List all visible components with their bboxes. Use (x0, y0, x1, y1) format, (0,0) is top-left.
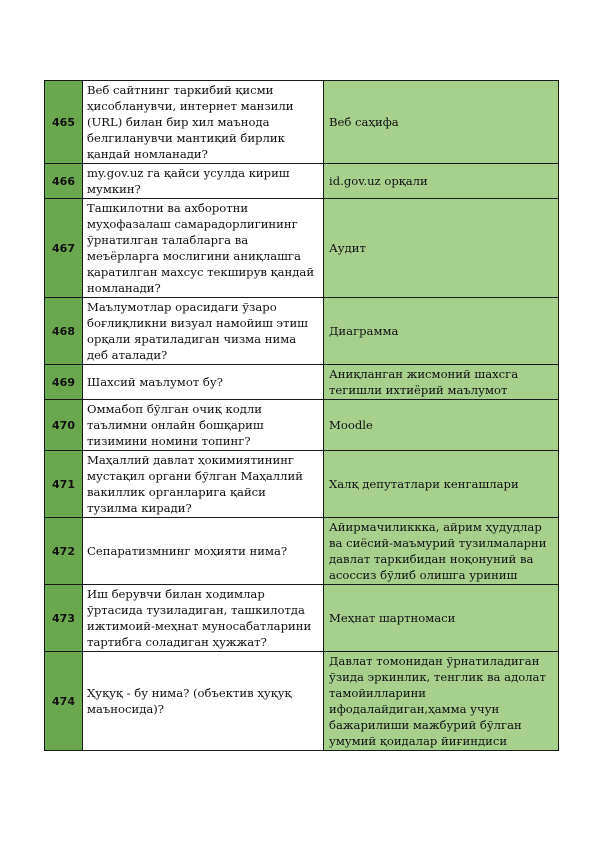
answer-cell: Аудит (324, 199, 559, 298)
row-number: 468 (45, 298, 83, 365)
question-cell: Сепаратизмнинг моҳияти нима? (83, 518, 324, 585)
answer-cell: Халқ депутатлари кенгашлари (324, 451, 559, 518)
row-number: 465 (45, 81, 83, 164)
question-cell: Иш берувчи билан ходимлар ўртасида тузиладиган, ташкилотда ижтимоий-меҳнат муносабатларини тартибга соладиган ҳужжат? (83, 585, 324, 652)
answer-cell: Айирмачиликкка, айрим ҳудудлар ва сиёсий-маъмурий тузилмаларни давлат таркибидан ноқонуний ва асоссиз бўлиб олишга уриниш (324, 518, 559, 585)
answer-cell: Давлат томонидан ўрнатиладиган ўзида эркинлик, тенглик ва адолат тамойилларини ифодалайдиган,ҳамма учун бажарилиши мажбурий бўлган умумий қоидалар йиғиндиси (324, 652, 559, 751)
answer-cell: Меҳнат шартномаси (324, 585, 559, 652)
answer-cell: Moodle (324, 400, 559, 451)
row-number: 471 (45, 451, 83, 518)
row-number: 466 (45, 164, 83, 199)
question-cell: Маълумотлар орасидаги ўзаро боғлиқликни визуал намойиш этиш орқали яратиладиган чизма нима деб аталади? (83, 298, 324, 365)
row-number: 470 (45, 400, 83, 451)
row-number: 469 (45, 365, 83, 400)
table-row (45, 199, 559, 298)
question-cell: Маҳаллий давлат ҳокимиятининг мустақил органи бўлган Маҳаллий вакиллик органларига қайси тузилма киради? (83, 451, 324, 518)
row-number: 472 (45, 518, 83, 585)
row-number: 467 (45, 199, 83, 298)
answer-cell: Веб саҳифа (324, 81, 559, 164)
row-number: 473 (45, 585, 83, 652)
question-cell: my.gov.uz га қайси усулда кириш мумкин? (83, 164, 324, 199)
qa-table (44, 80, 559, 751)
table-row (45, 164, 559, 199)
table-row (45, 518, 559, 585)
row-number: 474 (45, 652, 83, 751)
answer-cell: Диаграмма (324, 298, 559, 365)
answer-cell: id.gov.uz орқали (324, 164, 559, 199)
question-cell: Ташкилотни ва ахборотни муҳофазалаш самарадорлигининг ўрнатилган талабларга ва меъёрларга мослигини аниқлашга қаратилган махсус текширув қандай номланади? (83, 199, 324, 298)
table-row (45, 451, 559, 518)
table-row (45, 400, 559, 451)
question-cell: Ҳуқуқ - бу нима? (объектив ҳуқуқ маъносида)? (83, 652, 324, 751)
table-row (45, 585, 559, 652)
answer-cell: Аниқланган жисмоний шахсга тегишли ихтиёрий маълумот (324, 365, 559, 400)
table-row (45, 298, 559, 365)
question-cell: Оммабоп бўлган очиқ кодли таълимни онлайн бошқариш тизимини номини топинг? (83, 400, 324, 451)
question-cell: Шахсий маълумот бу? (83, 365, 324, 400)
table-row (45, 652, 559, 751)
table-row (45, 81, 559, 164)
question-cell: Веб сайтнинг таркибий қисми ҳисобланувчи, интернет манзили (URL) билан бир хил маънода белгиланувчи мантиқий бирлик қандай номланади? (83, 81, 324, 164)
table-row (45, 365, 559, 400)
